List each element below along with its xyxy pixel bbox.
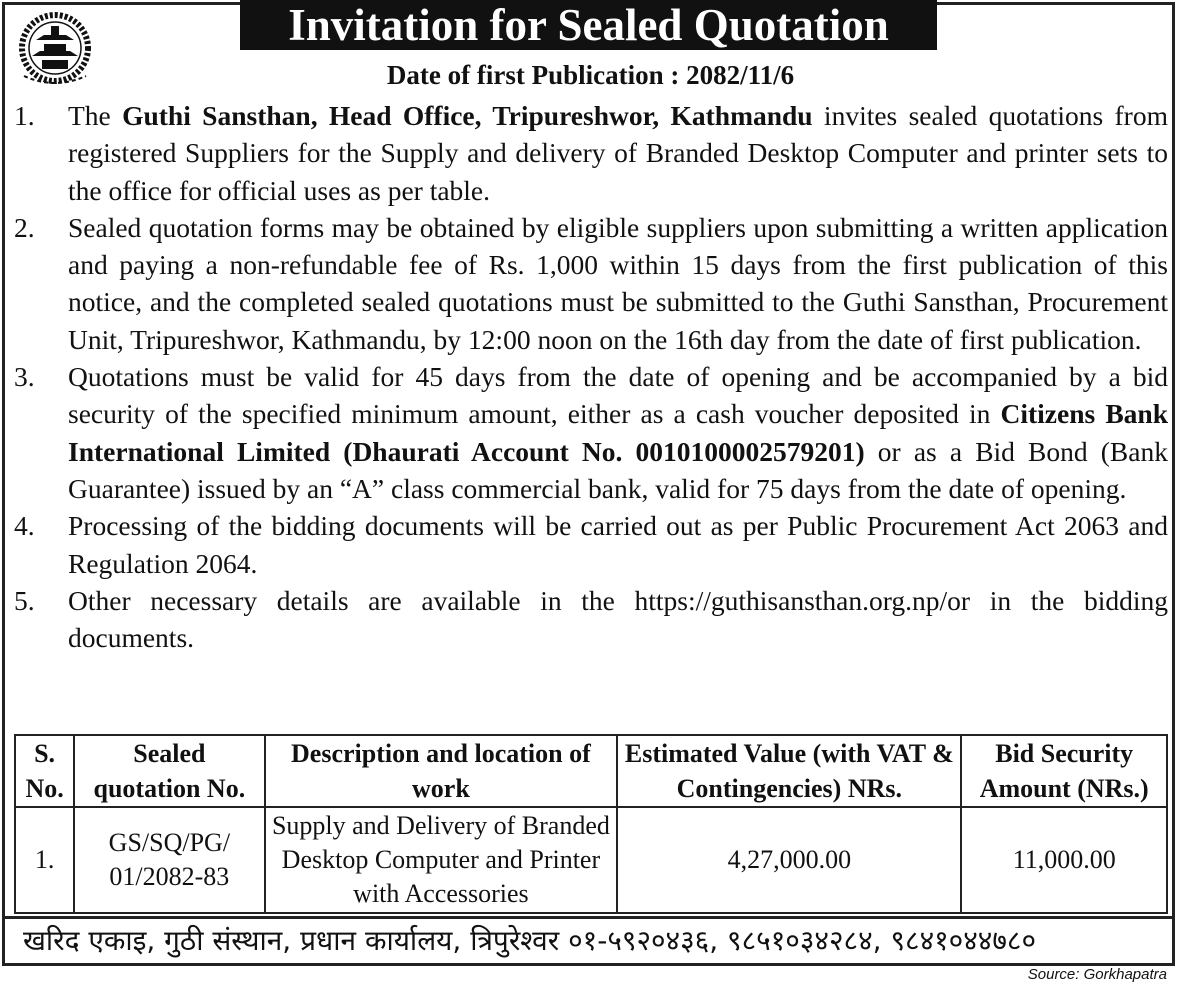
text: Processing of the bidding documents will be carried out as per Public Procurement Act 2063 and Regulation 2064. — [68, 510, 1168, 579]
item-number: 1. — [14, 100, 35, 131]
item-text — [68, 582, 1168, 657]
item-text — [68, 507, 1168, 582]
column-header: Description and location of work — [265, 735, 618, 807]
column-header: S. No. — [15, 735, 74, 807]
item-number: 2. — [14, 211, 35, 243]
notice-items — [14, 97, 1168, 656]
item-text — [68, 358, 1168, 507]
table-cell: 4,27,000.00 — [617, 807, 961, 913]
contact-footer: खरिद एकाइ, गुठी संस्थान, प्रधान कार्यालय, त्रिपुरेश्वर ०१-५९२०४३६, ९८५१०३४२८४, ९८४१०४४७८० — [2, 916, 1175, 966]
item-number: 3. — [14, 361, 35, 393]
item-text — [68, 209, 1168, 358]
quotation-table — [14, 734, 1168, 914]
table-cell: 1. — [15, 807, 74, 913]
publication-date: Date of first Publication : 2082/11/6 — [386, 60, 795, 90]
list-item — [14, 507, 1168, 582]
text: invites sealed quotations from registered Suppliers for the Supply and delivery of Branded Desktop Computer and printer sets to the office for official uses as per table. — [68, 100, 1168, 206]
list-item — [14, 209, 1168, 358]
item-text — [68, 97, 1168, 209]
bold-text: Citizens Bank International Limited (Dhaurati Account No. 0010100002579201) — [68, 398, 1168, 467]
list-item — [14, 582, 1168, 657]
text: or as a Bid Bond (Bank Guarantee) issued by an “A” class commercial bank, valid for 75 days from the date of opening. — [68, 435, 1168, 504]
text: Other necessary details are available in the https://guthisansthan.org.np/or in the bidding documents. — [68, 584, 1168, 654]
column-header: Bid Security Amount (NRs.) — [961, 735, 1167, 807]
column-header: Sealed quotation No. — [74, 735, 264, 807]
text: Quotations must be valid for 45 days from the date of opening and be accompanied by a bid security of the specified minimum amount, either as a cash voucher deposited in — [68, 361, 1168, 430]
item-number: 5. — [14, 584, 35, 616]
text: The — [68, 100, 123, 131]
table-cell: Supply and Delivery of Branded Desktop Computer and Printer with Accessories — [265, 807, 618, 913]
column-header: Estimated Value (with VAT & Contingencies) NRs. — [617, 735, 961, 807]
text: Sealed quotation forms may be obtained by eligible suppliers upon submitting a written application and paying a non-refundable fee of Rs. 1,000 within 15 days from the first publication of this notice, and the completed sealed quotations must be submitted to the Guthi Sansthan, Procurement Unit, Tripureshwor, Kathmandu, by 12:00 noon on the 16th day from the date of first publication. — [68, 211, 1168, 355]
item-number: 4. — [14, 510, 35, 542]
list-item — [14, 358, 1168, 507]
table-header-row — [15, 735, 1167, 807]
source-credit: Source: Gorkhapatra — [1027, 966, 1167, 983]
table-cell: 11,000.00 — [961, 807, 1167, 913]
list-item — [14, 97, 1168, 209]
table-row — [15, 807, 1167, 913]
bold-text: Guthi Sansthan, Head Office, Tripureshwor, Kathmandu — [122, 100, 813, 131]
notice-title: Invitation for Sealed Quotation — [240, 0, 937, 50]
table-cell: GS/SQ/PG/ 01/2082-83 — [74, 807, 264, 913]
